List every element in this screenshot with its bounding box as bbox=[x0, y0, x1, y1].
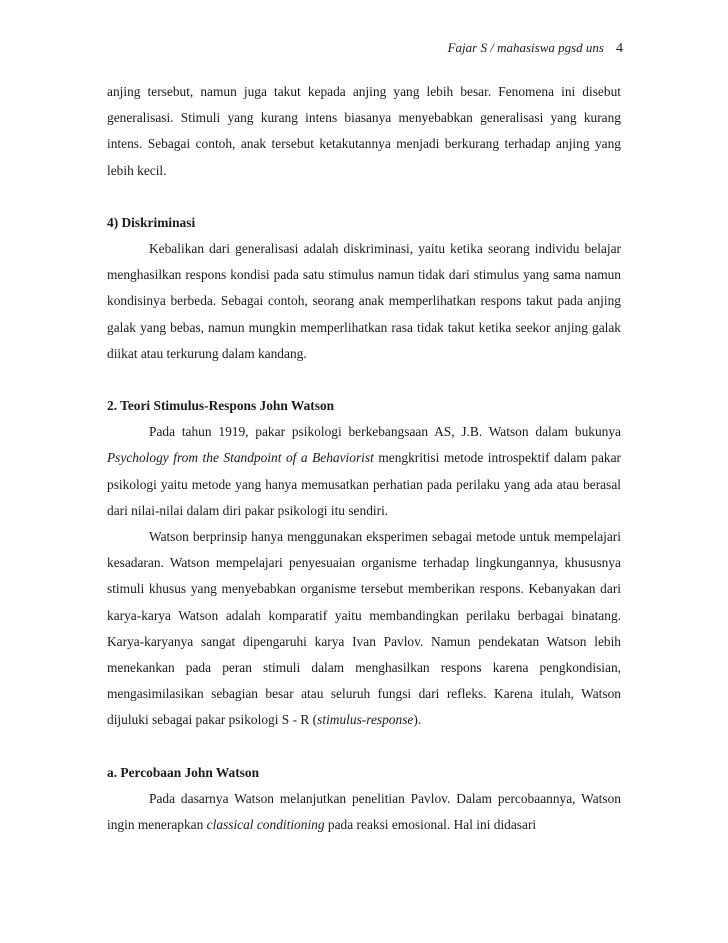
spacer bbox=[107, 184, 621, 210]
text-run: ). bbox=[413, 712, 422, 728]
heading-diskriminasi: 4) Diskriminasi bbox=[107, 214, 196, 230]
spacer bbox=[107, 367, 621, 393]
paragraph-watson-1919 bbox=[107, 419, 621, 524]
text-run: mengkritisi metode introspektif dalam pakar psikologi yaitu metode yang hanya memusatkan perhatian pada perilaku yang ada atau berasal dari nilai-nilai dalam diri pakar psikologi itu sendiri. bbox=[107, 450, 622, 518]
paragraph-watson-prinsip bbox=[107, 524, 621, 734]
book-title: Psychology from the Standpoint of a Behaviorist bbox=[107, 450, 374, 466]
page-number: 4 bbox=[616, 41, 623, 56]
page-content bbox=[107, 79, 621, 838]
spacer bbox=[107, 734, 621, 760]
page-header bbox=[448, 40, 623, 57]
text-run: Watson berprinsip hanya menggunakan eksperimen sebagai metode untuk mempelajari kesadaran. Watson mempelajari penyesuaian organisme terhadap lingkungannya, khususnya stimuli khusus yang menyebabkan organisme tersebut memberikan respons. Kebanyakan dari karya-karya Watson adalah komparatif yaitu membandingkan perilaku berbagai binatang. Karya-karyanya sangat dipengaruhi karya Ivan Pavlov. Namun pendekatan Watson lebih menekankan pada peran stimuli dalam menghasilkan respons karena pengkondisian, mengasimilasikan sebagian besar atau seluruh fungsi dari refleks. Karena itulah, Watson dijuluki sebagai pakar psikologi S - R ( bbox=[107, 529, 621, 728]
heading-teori-watson: 2. Teori Stimulus-Respons John Watson bbox=[107, 398, 335, 414]
paragraph-percobaan bbox=[107, 786, 621, 838]
text-run: Pada tahun 1919, pakar psikologi berkebangsaan AS, J.B. Watson dalam bukunya bbox=[149, 424, 621, 440]
stimulus-response-term: stimulus-response bbox=[317, 712, 414, 728]
header-author: Fajar S / mahasiswa pgsd uns bbox=[447, 40, 604, 55]
classical-conditioning-term: classical conditioning bbox=[206, 817, 325, 833]
text-run: pada reaksi emosional. Hal ini didasari bbox=[324, 817, 537, 833]
paragraph-generalisasi-end: anjing tersebut, namun juga takut kepada anjing yang lebih besar. Fenomena ini disebut generalisasi. Stimuli yang kurang intens biasanya menyebabkan generalisasi yang kurang intens. Sebagai contoh, anak tersebut ketakutannya menjadi berkurang terhadap anjing yang lebih kecil. bbox=[107, 84, 621, 178]
heading-percobaan-watson: a. Percobaan John Watson bbox=[107, 764, 260, 780]
text-run: Pada dasarnya Watson melanjutkan penelitian Pavlov. Dalam percobaannya, Watson ingin menerapkan bbox=[107, 790, 621, 833]
paragraph-diskriminasi: Kebalikan dari generalisasi adalah diskriminasi, yaitu ketika seorang individu belajar menghasilkan respons kondisi pada satu stimulus namun tidak dari stimulus yang sama namun kondisinya berbeda. Sebagai contoh, seorang anak memperlihatkan respons takut pada anjing galak yang bebas, namun mungkin memperlihatkan rasa tidak takut ketika seekor anjing galak diikat atau terkurung dalam kandang. bbox=[107, 241, 621, 361]
